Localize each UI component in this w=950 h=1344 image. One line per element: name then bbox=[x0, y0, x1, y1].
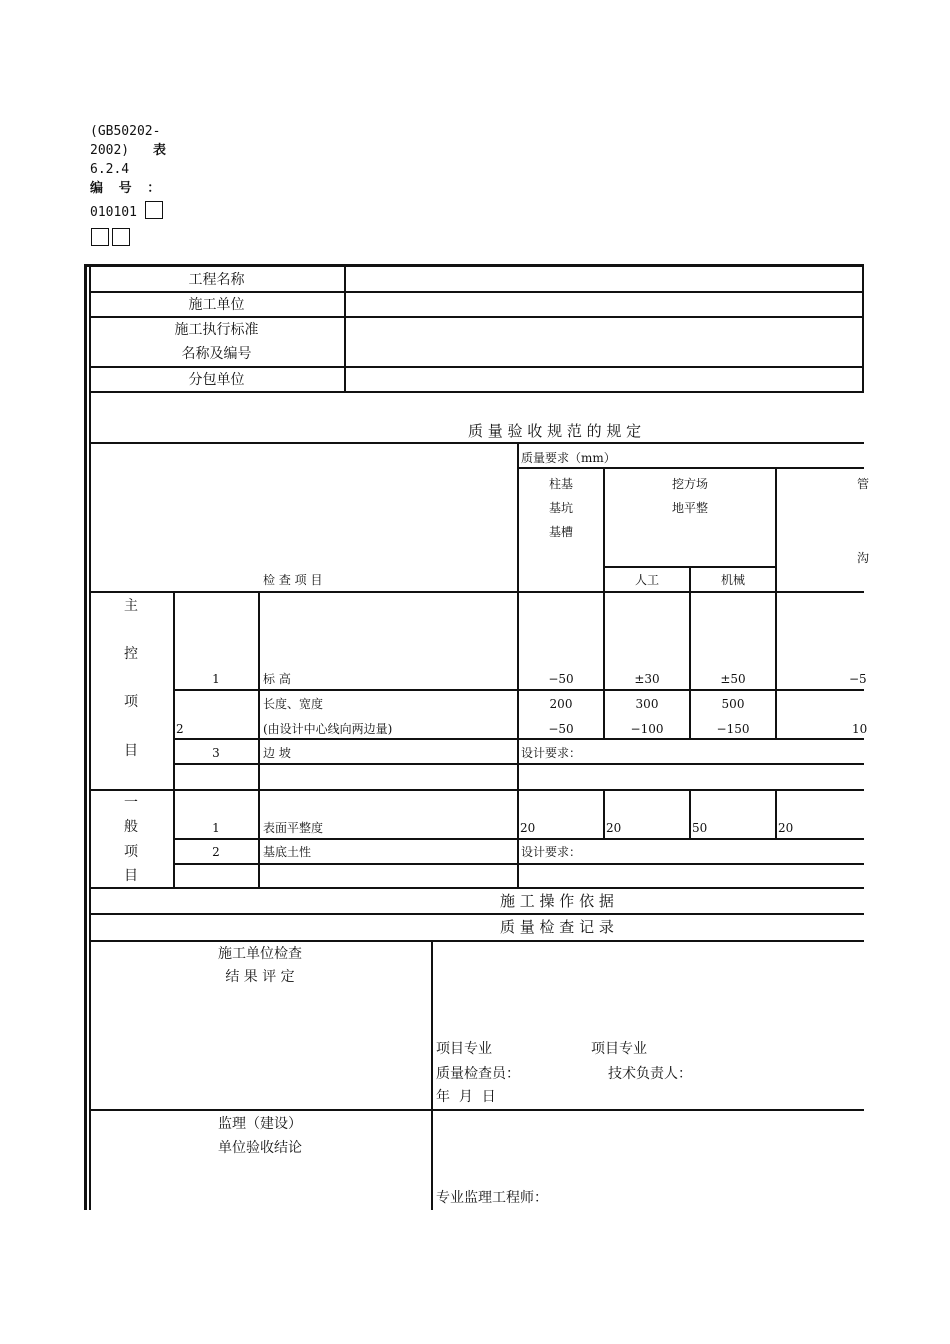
general-group-char-2: 般 bbox=[124, 819, 138, 835]
row-line bbox=[89, 1109, 864, 1111]
row-line bbox=[518, 467, 864, 469]
col-site-line2: 地平整 bbox=[671, 501, 708, 515]
inspection-record-label: 质 量 检 查 记 录 bbox=[500, 918, 614, 936]
col-site-line1: 挖方场 bbox=[671, 477, 708, 491]
tech-leader-label: 技术负责人： bbox=[608, 1066, 692, 1082]
main-row2-name1: 长度、宽度 bbox=[263, 697, 324, 711]
general-row1-name: 表面平整度 bbox=[263, 821, 324, 835]
supervision-engineer-label: 专业监理工程师： bbox=[436, 1190, 548, 1206]
main-row1-name: 标 高 bbox=[263, 672, 291, 686]
row-line bbox=[89, 940, 864, 942]
main-row1-no: 1 bbox=[212, 672, 220, 686]
project-name-field[interactable] bbox=[346, 268, 862, 290]
standard-field[interactable] bbox=[346, 318, 862, 365]
main-row2-no: 2 bbox=[176, 722, 184, 736]
general-row1-v2: 20 bbox=[606, 821, 622, 835]
general-group-char-3: 项 bbox=[124, 844, 138, 860]
subcontract-label: 分包单位 bbox=[188, 372, 245, 388]
general-row1-v3: 50 bbox=[692, 821, 708, 835]
general-group-char-1: 一 bbox=[124, 795, 138, 811]
main-row2-name2: (由设计中心线向两边量) bbox=[263, 722, 393, 736]
standard-label-line2: 名称及编号 bbox=[181, 346, 252, 362]
date-label: 年 月 日 bbox=[436, 1089, 496, 1105]
quality-requirement-label: 质量要求（mm） bbox=[521, 451, 616, 465]
general-row2-no: 2 bbox=[212, 845, 220, 859]
project-professional-2: 项目专业 bbox=[591, 1041, 647, 1057]
col-pit-2: 基坑 bbox=[548, 501, 573, 515]
main-row3-name: 边 坡 bbox=[263, 746, 291, 760]
project-name-label: 工程名称 bbox=[188, 272, 245, 288]
col-pipe-partial: 管 bbox=[857, 477, 870, 491]
col-pit-3: 基槽 bbox=[548, 525, 573, 539]
col-pit-1: 柱基 bbox=[548, 477, 573, 491]
main-row3-no: 3 bbox=[212, 746, 220, 760]
standard-label-line1: 施工执行标准 bbox=[174, 322, 259, 338]
general-row1-v4: 20 bbox=[778, 821, 794, 835]
unit-check-label-line2: 结 果 评 定 bbox=[225, 969, 295, 985]
row-line bbox=[89, 913, 864, 915]
col-line bbox=[258, 591, 260, 888]
col-line bbox=[689, 789, 691, 839]
main-row2-v3a: 500 bbox=[721, 697, 745, 711]
main-row1-v3: ±50 bbox=[720, 672, 746, 686]
row-line bbox=[89, 591, 864, 593]
serial-label: 编 号 ： bbox=[90, 181, 161, 196]
main-row2-v4b: 10 bbox=[852, 722, 868, 736]
col-line bbox=[862, 267, 864, 392]
general-row1-no: 1 bbox=[212, 821, 220, 835]
unit-check-label-line1: 施工单位检查 bbox=[218, 946, 302, 962]
row-line bbox=[173, 838, 864, 840]
col-line bbox=[431, 940, 433, 1210]
table-number: 6.2.4 bbox=[90, 162, 130, 177]
table-word: 表 bbox=[152, 143, 166, 158]
form-top-border bbox=[84, 264, 864, 267]
general-row2-requirement: 设计要求： bbox=[521, 845, 582, 859]
subcontract-field[interactable] bbox=[346, 368, 862, 390]
row-line bbox=[89, 789, 864, 791]
form-left-inner-border bbox=[89, 267, 91, 1210]
main-group-char-3: 项 bbox=[124, 694, 138, 710]
main-row2-v1a: 200 bbox=[549, 697, 573, 711]
general-row2-name: 基底土性 bbox=[263, 845, 312, 859]
main-row1-v1: −50 bbox=[548, 672, 574, 686]
col-pipe-partial-2: 沟 bbox=[857, 551, 870, 565]
spec-title: 质 量 验 收 规 范 的 规 定 bbox=[468, 422, 642, 440]
col-line bbox=[603, 789, 605, 839]
main-group-char-1: 主 bbox=[124, 598, 138, 614]
row-line bbox=[173, 738, 864, 740]
general-row1-v1: 20 bbox=[520, 821, 536, 835]
col-machine: 机械 bbox=[720, 573, 745, 587]
row-line bbox=[89, 442, 864, 444]
supervision-label-line2: 单位验收结论 bbox=[218, 1140, 302, 1156]
standard-code-year: 2002) bbox=[90, 143, 130, 158]
main-row2-v1b: −50 bbox=[548, 722, 574, 736]
main-row1-v4: −5 bbox=[849, 672, 867, 686]
operation-basis-label: 施 工 操 作 依 据 bbox=[500, 892, 614, 910]
main-group-char-2: 控 bbox=[124, 646, 138, 662]
row-line bbox=[173, 689, 864, 691]
main-row1-v2: ±30 bbox=[634, 672, 660, 686]
row-line bbox=[173, 863, 864, 865]
construction-unit-field[interactable] bbox=[346, 293, 862, 315]
general-group-char-4: 目 bbox=[124, 868, 138, 884]
inspection-items-label: 检 查 项 目 bbox=[263, 573, 323, 587]
main-row3-requirement: 设计要求： bbox=[521, 746, 582, 760]
row-line bbox=[173, 763, 864, 765]
row-line bbox=[89, 887, 864, 889]
col-line bbox=[689, 566, 691, 739]
supervision-label-line1: 监理（建设） bbox=[218, 1116, 302, 1132]
qc-inspector-label: 质量检查员： bbox=[436, 1066, 520, 1082]
serial-number: 010101 bbox=[90, 205, 137, 220]
project-professional-1: 项目专业 bbox=[436, 1041, 492, 1057]
main-group-char-4: 目 bbox=[124, 743, 138, 759]
construction-unit-label: 施工单位 bbox=[188, 297, 245, 313]
form-left-border bbox=[84, 264, 87, 1210]
standard-code-line1: (GB50202- bbox=[90, 124, 161, 139]
col-manual: 人工 bbox=[634, 573, 659, 587]
main-row2-v2a: 300 bbox=[635, 697, 659, 711]
main-row2-v2b: −100 bbox=[630, 722, 664, 736]
main-row2-v3b: −150 bbox=[716, 722, 750, 736]
row-line bbox=[89, 391, 864, 393]
col-line bbox=[775, 789, 777, 839]
